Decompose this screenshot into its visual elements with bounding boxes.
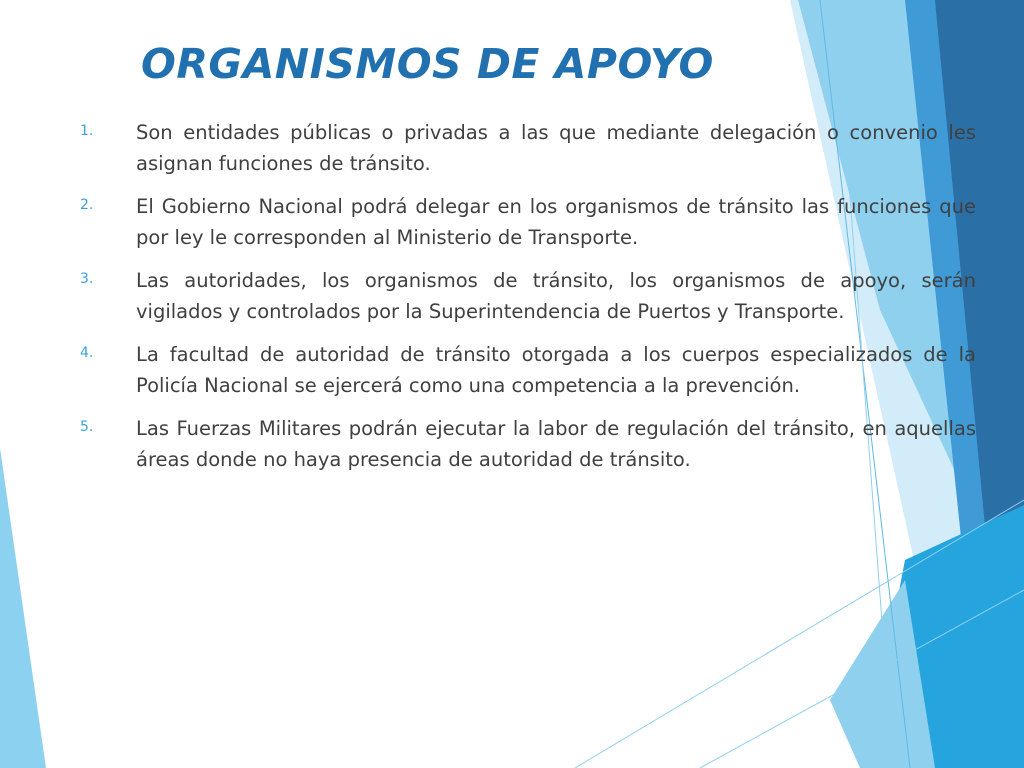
list-item-text: Las autoridades, los organismos de tránsito, los organismos de apoyo, serán vigilados y controlados por la Superintendencia de Puertos y Transporte. bbox=[136, 269, 976, 323]
list-item bbox=[74, 413, 976, 475]
list-item bbox=[74, 339, 976, 401]
list-item-text: Las Fuerzas Militares podrán ejecutar la labor de regulación del tránsito, en aquellas áreas donde no haya presencia de autoridad de tránsito. bbox=[136, 417, 976, 471]
list-item-number: 2. bbox=[80, 197, 94, 213]
list-item-number: 3. bbox=[80, 271, 94, 287]
list-item-number: 4. bbox=[80, 345, 94, 361]
slide-title: ORGANISMOS DE APOYO bbox=[141, 40, 714, 88]
list-item bbox=[74, 191, 976, 253]
list-item bbox=[74, 117, 976, 179]
list-item-text: Son entidades públicas o privadas a las que mediante delegación o convenio les asignan funciones de tránsito. bbox=[136, 121, 976, 175]
list-item-text: El Gobierno Nacional podrá delegar en los organismos de tránsito las funciones que por ley le corresponden al Ministerio de Transporte. bbox=[136, 195, 976, 249]
numbered-list bbox=[74, 117, 976, 475]
slide-content bbox=[74, 117, 976, 487]
list-item bbox=[74, 265, 976, 327]
list-item-number: 5. bbox=[80, 419, 94, 435]
list-item-number: 1. bbox=[80, 123, 94, 139]
left-accent-sliver bbox=[0, 448, 46, 768]
list-item-text: La facultad de autoridad de tránsito otorgada a los cuerpos especializados de la Policía Nacional se ejercerá como una competencia a la prevención. bbox=[136, 343, 976, 397]
